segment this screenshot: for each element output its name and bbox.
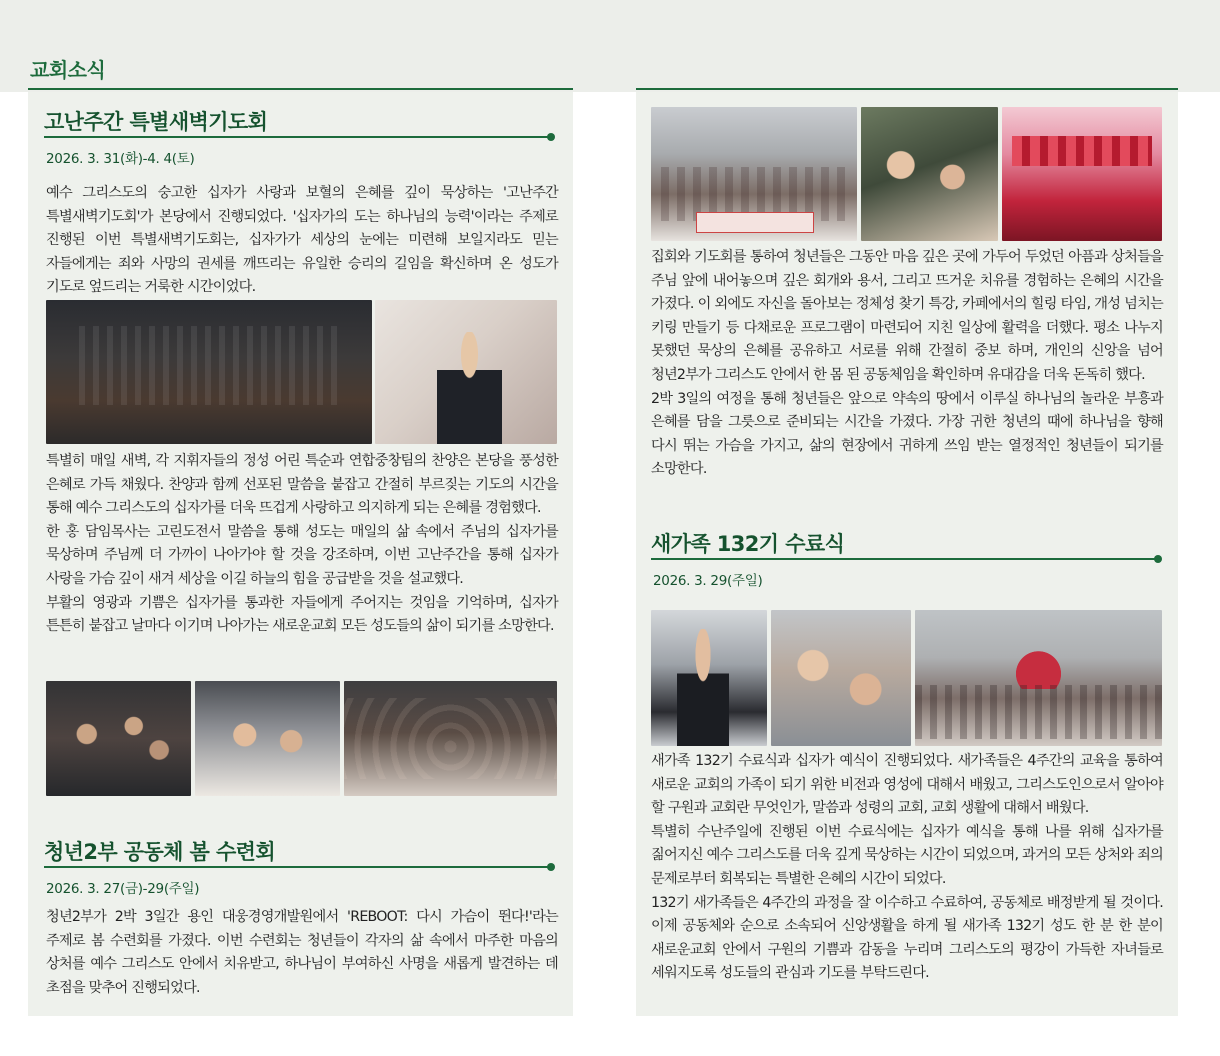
header-divider-left xyxy=(28,88,573,90)
photo-congregation-prayer xyxy=(46,681,191,796)
photo-retreat-selfie xyxy=(861,107,998,241)
photo-graduation-group xyxy=(915,610,1162,746)
dawn-prayer-title: 고난주간 특별새벽기도회 xyxy=(44,110,268,134)
new-family-body xyxy=(651,750,1163,986)
new-family-title: 새가족 132기 수료식 xyxy=(651,532,845,556)
photo-pastor-ceremony xyxy=(651,610,767,746)
youth-retreat-rule xyxy=(44,866,552,868)
paragraph: 특별히 매일 새벽, 각 지휘자들의 정성 어린 특순과 연합중창팀의 찬양은 본당을 풍성한 은혜로 가득 채웠다. 찬양과 함께 선포된 말씀을 붙잡고 간절히 부르짖는 기도의 시간을 통해 예수 그리스도의 십자가를 더욱 뜨겁게 사랑하고 의지하게 되는 은혜를 경험했다. xyxy=(46,453,558,517)
paragraph: 예수 그리스도의 숭고한 십자가 사랑과 보혈의 은혜를 깊이 묵상하는 '고난주간 특별새벽기도회'가 본당에서 진행되었다. '십자가의 도는 하나님의 능력'이라는 주제로 진행된 이번 특별새벽기도회는, 십자가가 세상의 눈에는 미련해 보일지라도 믿는 자들에게는 죄와 사망의 권세를 깨뜨리는 유일한 승리의 길임을 확신하며 온 성도가 기도로 엎드리는 거룩한 시간이었다. xyxy=(46,185,558,296)
photo-pastor-preaching xyxy=(375,300,557,444)
header-divider-right xyxy=(636,88,1178,90)
photo-raised-hands xyxy=(344,681,557,796)
dawn-prayer-rule xyxy=(44,136,552,138)
header-band xyxy=(0,0,1220,92)
paragraph: 청년2부가 2박 3일간 용인 대웅경영개발원에서 'REBOOT: 다시 가슴이 뛴다!'라는 주제로 봄 수련회를 가졌다. 이번 수련회는 청년들이 각자의 삶 속에서 마주한 마음의 상처를 예수 그리스도 안에서 치유받고, 하나님이 부여하신 사명을 새롭게 발견하는 데 초점을 맞추어 진행되었다. xyxy=(46,909,558,996)
dawn-prayer-date: 2026. 3. 31(화)-4. 4(토) xyxy=(46,151,195,167)
photo-choir-worship xyxy=(46,300,372,444)
paragraph: 특별히 수난주일에 진행된 이번 수료식에는 십자가 예식을 통해 나를 위해 십자가를 짊어지신 예수 그리스도를 더욱 깊게 묵상하는 시간이 되었으며, 과거의 모든 상처와 죄의 문제로부터 회복되는 특별한 은혜의 시간이 되었다. xyxy=(651,823,1163,887)
dawn-prayer-body-1 xyxy=(46,182,558,300)
paragraph: 부활의 영광과 기쁨은 십자가를 통과한 자들에게 주어지는 것임을 기억하며, 십자가 튼튼히 붙잡고 날마다 이기며 나아가는 새로운교회 모든 성도들의 삶이 되기를 소망한다. xyxy=(46,594,558,635)
new-family-rule xyxy=(651,558,1159,560)
youth-retreat-date: 2026. 3. 27(금)-29(주일) xyxy=(46,881,200,897)
youth-retreat-title: 청년2부 공동체 봄 수련회 xyxy=(44,840,276,864)
paragraph: 집회와 기도회를 통하여 청년들은 그동안 마음 깊은 곳에 가두어 두었던 아픔과 상처들을 주님 앞에 내어놓으며 깊은 회개와 용서, 그리고 뜨거운 치유를 경험하는 은혜의 시간을 가졌다. 이 외에도 자신을 돌아보는 정체성 찾기 특강, 카페에서의 힐링 타임, 개성 넘치는 키링 만들기 등 다채로운 프로그램이 마련되어 지친 일상에 활력을 더했다. 평소 나누지 못했던 묵상의 은혜를 공유하고 서로를 위해 간절히 중보 하며, 개인의 신앙을 넘어 청년2부가 그리스도 안에서 한 몸 된 공동체임을 확인하며 유대감을 더욱 돈독히 했다. xyxy=(651,249,1163,383)
photo-reboot-stage xyxy=(1002,107,1162,241)
dawn-prayer-body-2 xyxy=(46,450,558,639)
youth-retreat-body-2 xyxy=(651,246,1163,482)
paragraph: 새가족 132기 수료식과 십자가 예식이 진행되었다. 새가족들은 4주간의 교육을 통하여 새로운 교회의 가족이 되기 위한 비전과 영성에 대해서 배웠고, 그리스도인으로서 알아야 할 구원과 교회란 무엇인가, 말씀과 성령의 교회, 교회 생활에 대해서 배웠다. xyxy=(651,753,1163,817)
paragraph: 132기 새가족들은 4주간의 과정을 잘 이수하고 수료하여, 공동체로 배정받게 될 것이다. 이제 공동체와 순으로 소속되어 신앙생활을 하게 될 새가족 132기 성도 한 분 한 분이 새로운교회 안에서 구원의 기쁨과 감동을 누리며 그리스도의 평강이 가득한 자녀들로 세워지도록 성도들의 관심과 기도를 부탁드린다. xyxy=(651,894,1163,982)
new-family-date: 2026. 3. 29(주일) xyxy=(653,573,763,589)
photo-retreat-group xyxy=(651,107,857,241)
photo-family-praying xyxy=(195,681,340,796)
paragraph: 한 홍 담임목사는 고린도전서 말씀을 통해 성도는 매일의 삶 속에서 주님의 십자가를 묵상하며 주님께 더 가까이 나아가야 할 것을 강조하며, 이번 고난주간을 통해 십자가 사랑을 가슴 깊이 새겨 세상을 이길 하늘의 힘을 공급받을 것을 설교했다. xyxy=(46,523,558,587)
photo-new-members xyxy=(771,610,911,746)
paragraph: 2박 3일의 여정을 통해 청년들은 앞으로 약속의 땅에서 이루실 하나님의 놀라운 부흥과 은혜를 담을 그릇으로 준비되는 시간을 가졌다. 가장 귀한 청년의 때에 하나님을 향해 다시 뛰는 가슴을 가지고, 삶의 현장에서 귀하게 쓰임 받는 열정적인 청년들이 되기를 소망한다. xyxy=(651,390,1163,478)
youth-retreat-body-1 xyxy=(46,906,558,1000)
section-label: 교회소식 xyxy=(30,58,106,82)
